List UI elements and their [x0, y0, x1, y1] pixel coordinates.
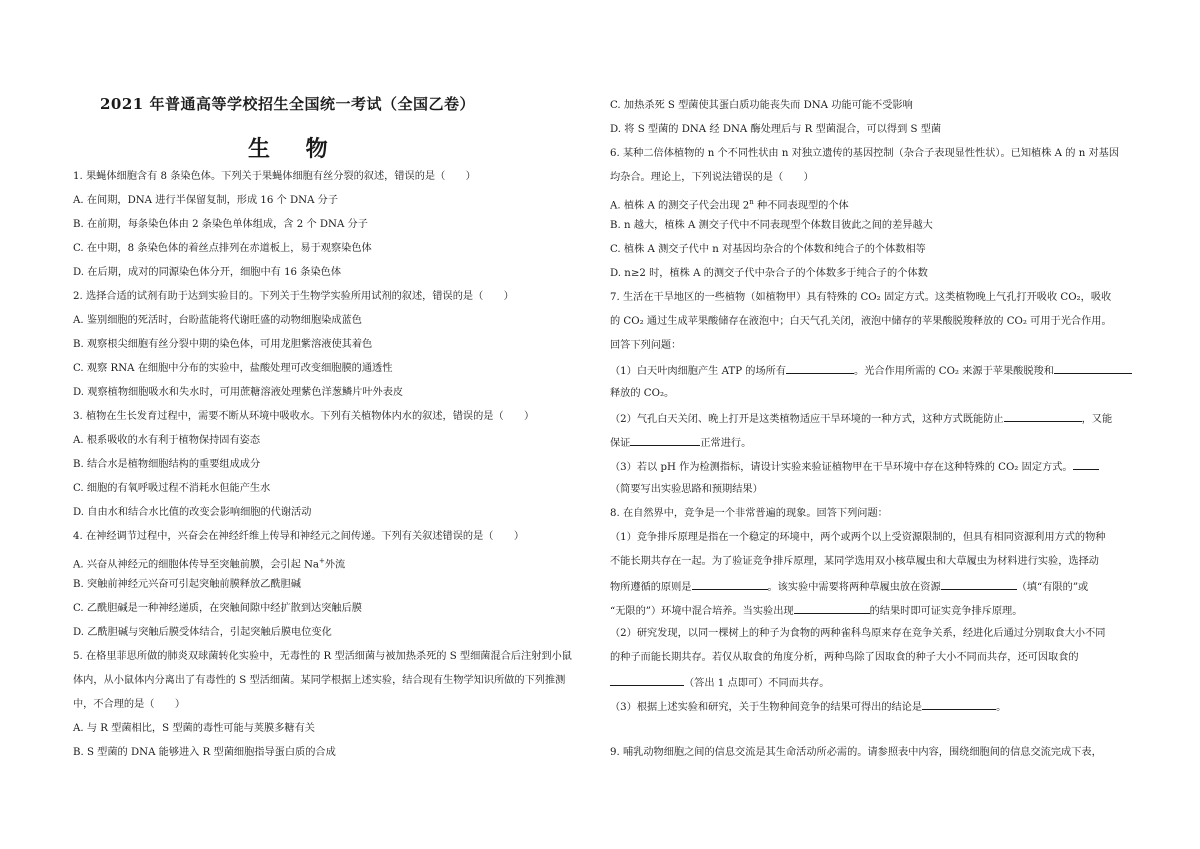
question-7-part-2-cont [610, 435, 751, 451]
answer-blank[interactable] [786, 363, 854, 374]
question-8-part-2-line-2: 的种子而能长期共存。若仅从取食的角度分析，两种鸟除了因取食的种子大小不同而共存，还可因取食的 [610, 652, 1079, 663]
question-6-option-d: D. n≥2 时，植株 A 的测交子代中杂合子的个体数多于纯合子的个体数 [610, 268, 928, 279]
question-7-part-3-cont: （简要写出实验思路和预期结果） [610, 484, 763, 495]
question-4-stem: 4. 在神经调节过程中，兴奋会在神经纤维上传导和神经元之间传递。下列有关叙述错误的是（ ） [73, 531, 525, 542]
question-4-option-b: B. 突触前神经元兴奋可引起突触前膜释放乙酰胆碱 [73, 579, 301, 590]
q8-1-text-mid: 。该实验中需要将两种草履虫放在资源 [767, 582, 941, 593]
answer-blank[interactable] [941, 579, 1017, 590]
q7-2-text-end: ，又能 [1081, 414, 1113, 425]
subject-title: 生 物 [248, 136, 342, 162]
question-2-option-a: A. 鉴别细胞的死活时，台盼蓝能将代谢旺盛的动物细胞染成蓝色 [73, 315, 362, 326]
exam-title: 2021 年普通高等学校招生全国统一考试（全国乙卷） [100, 95, 475, 113]
answer-blank[interactable] [1054, 363, 1132, 374]
q7-1-text-mid: 。光合作用所需的 CO₂ 来源于苹果酸脱羧和 [854, 366, 1054, 377]
question-8-part-1-line-3 [610, 579, 1088, 595]
q7-1-text: （1）白天叶肉细胞产生 ATP 的场所有 [610, 366, 787, 377]
question-2-option-d: D. 观察植物细胞吸水和失水时，可用蔗糖溶液处理紫色洋葱鳞片叶外表皮 [73, 387, 404, 398]
question-4-option-c: C. 乙酰胆碱是一种神经递质，在突触间隙中经扩散到达突触后膜 [73, 603, 362, 614]
question-6-stem-line-1: 6. 某种二倍体植物的 n 个不同性状由 n 对独立遗传的基因控制（杂合子表现显性性状）。已知植株 A 的 n 对基因 [610, 148, 1120, 159]
q4a-text-end: 外流 [324, 559, 346, 571]
question-1-option-d: D. 在后期，成对的同源染色体分开，细胞中有 16 条染色体 [73, 267, 342, 278]
q6a-text-end: 种不同表现型的个体 [753, 200, 849, 212]
question-2-option-b: B. 观察根尖细胞有丝分裂中期的染色体，可用龙胆紫溶液使其着色 [73, 339, 373, 350]
q7-2-text-cont: 保证 [610, 438, 631, 449]
question-1-option-c: C. 在中期，8 条染色体的着丝点排列在赤道板上，易于观察染色体 [73, 243, 372, 254]
question-5-option-b: B. S 型菌的 DNA 能够进入 R 型菌细胞指导蛋白质的合成 [73, 747, 336, 758]
question-7-part-1-cont: 释放的 CO₂。 [610, 388, 675, 399]
question-5-stem-line-1: 5. 在格里菲思所做的肺炎双球菌转化实验中，无毒性的 R 型活细菌与被加热杀死的 S 型细菌混合后注射到小鼠 [73, 651, 572, 662]
q4a-text: A. 兴奋从神经元的细胞体传导至突触前膜，会引起 Na [73, 559, 319, 571]
question-8-part-2-line-1: （2）研究发现，以同一棵树上的种子为食物的两种雀科鸟原来存在竞争关系，经进化后通过分别取食大小不同 [610, 628, 1106, 639]
answer-blank[interactable] [1004, 411, 1082, 422]
question-7-part-2 [610, 411, 1112, 427]
question-7-stem-line-3: 回答下列问题： [610, 340, 682, 351]
q4a-superscript: + [319, 557, 325, 565]
question-3-option-a: A. 根系吸收的水有利于植物保持固有姿态 [73, 435, 261, 446]
q7-3-text: （3）若以 pH 作为检测指标，请设计实验来验证植物甲在干旱环境中存在这种特殊的 CO₂ 固定方式。 [610, 462, 1073, 473]
question-1-stem: 1. 果蝇体细胞含有 8 条染色体。下列关于果蝇体细胞有丝分裂的叙述，错误的是（ ） [73, 171, 476, 182]
question-4-option-a [73, 554, 345, 572]
answer-blank[interactable] [630, 435, 700, 446]
answer-blank[interactable] [922, 699, 996, 710]
question-8-stem: 8. 在自然界中，竞争是一个非常普遍的现象。回答下列问题： [610, 508, 888, 519]
answer-blank[interactable] [692, 579, 768, 590]
q8-3-text: （3）根据上述实验和研究，关于生物种间竞争的结果可得出的结论是 [610, 702, 923, 713]
answer-blank[interactable] [794, 603, 870, 614]
question-3-option-d: D. 自由水和结合水比值的改变会影响细胞的代谢活动 [73, 507, 312, 518]
q6a-text: A. 植株 A 的测交子代会出现 2 [610, 200, 750, 212]
question-3-stem: 3. 植物在生长发育过程中，需要不断从环境中吸收水。下列有关植物体内水的叙述，错误的是（ ） [73, 411, 535, 422]
question-9-stem: 9. 哺乳动物细胞之间的信息交流是其生命活动所必需的。请参照表中内容，围绕细胞间的信息交流完成下表， [610, 747, 1102, 758]
q8-2-text-end: （答出 1 点即可）不同而共存。 [684, 678, 830, 689]
q8-1-text-cont: “无限的”）环境中混合培养。当实验出现 [610, 606, 794, 617]
q6a-superscript: n [749, 198, 754, 206]
question-5-stem-line-2: 体内，从小鼠体内分离出了有毒性的 S 型活细菌。某同学根据上述实验，结合现有生物学知识所做的下列推测 [73, 675, 566, 686]
question-6-option-c: C. 植株 A 测交子代中 n 对基因均杂合的个体数和纯合子的个体数相等 [610, 244, 926, 255]
q8-1-text: 物所遵循的原则是 [610, 582, 692, 593]
question-8-part-1-line-4 [610, 603, 1022, 619]
question-8-part-3 [610, 699, 1006, 715]
q8-3-text-end: 。 [996, 702, 1007, 713]
q7-2-text-cont-end: 正常进行。 [700, 438, 752, 449]
question-2-stem: 2. 选择合适的试剂有助于达到实验目的。下列关于生物学实验所用试剂的叙述，错误的是（ ） [73, 291, 514, 302]
question-8-part-1-line-2: 不能长期共存在一起。为了验证竞争排斥原理，某同学选用双小核草履虫和大草履虫为材料进行实验，选择动 [610, 556, 1099, 567]
answer-blank[interactable] [610, 675, 684, 686]
question-4-option-d: D. 乙酰胆碱与突触后膜受体结合，引起突触后膜电位变化 [73, 627, 332, 638]
question-7-stem-line-2: 的 CO₂ 通过生成苹果酸储存在液泡中；白天气孔关闭，液泡中储存的苹果酸脱羧释放的 CO₂ 可用于光合作用。 [610, 316, 1112, 327]
question-6-stem-line-2: 均杂合。理论上，下列说法错误的是（ ） [610, 172, 814, 183]
q8-1-text-cont-end: 的结果时即可证实竞争排斥原理。 [869, 606, 1023, 617]
question-1-option-a: A. 在间期，DNA 进行半保留复制，形成 16 个 DNA 分子 [73, 195, 339, 206]
question-2-option-c: C. 观察 RNA 在细胞中分布的实验中，盐酸处理可改变细胞膜的通透性 [73, 363, 393, 374]
question-7-stem-line-1: 7. 生活在干旱地区的一些植物（如植物甲）具有特殊的 CO₂ 固定方式。这类植物晚上气孔打开吸收 CO₂，吸收 [610, 292, 1112, 303]
question-6-option-b: B. n 越大，植株 A 测交子代中不同表现型个体数目彼此之间的差异越大 [610, 220, 933, 231]
answer-blank[interactable] [1073, 459, 1099, 470]
question-5-option-c: C. 加热杀死 S 型菌使其蛋白质功能丧失而 DNA 功能可能不受影响 [610, 100, 913, 111]
question-8-part-2-line-3 [610, 675, 829, 691]
question-3-option-b: B. 结合水是植物细胞结构的重要组成成分 [73, 459, 261, 470]
question-5-option-d: D. 将 S 型菌的 DNA 经 DNA 酶处理后与 R 型菌混合，可以得到 S 型菌 [610, 124, 942, 135]
question-5-option-a: A. 与 R 型菌相比，S 型菌的毒性可能与荚膜多糖有关 [73, 723, 315, 734]
question-7-part-3 [610, 459, 1099, 475]
question-3-option-c: C. 细胞的有氧呼吸过程不消耗水但能产生水 [73, 483, 271, 494]
question-7-part-1 [610, 363, 1132, 379]
question-6-option-a [610, 195, 849, 213]
question-8-part-1-line-1: （1）竞争排斥原理是指在一个稳定的环境中，两个或两个以上受资源限制的，但具有相同资源利用方式的物种 [610, 532, 1106, 543]
question-1-option-b: B. 在前期，每条染色体由 2 条染色单体组成，含 2 个 DNA 分子 [73, 219, 368, 230]
q8-1-text-end: （填“有限的”或 [1016, 582, 1089, 593]
q7-2-text: （2）气孔白天关闭、晚上打开是这类植物适应干旱环境的一种方式，这种方式既能防止 [610, 414, 1004, 425]
question-5-stem-line-3: 中，不合理的是（ ） [73, 699, 186, 710]
